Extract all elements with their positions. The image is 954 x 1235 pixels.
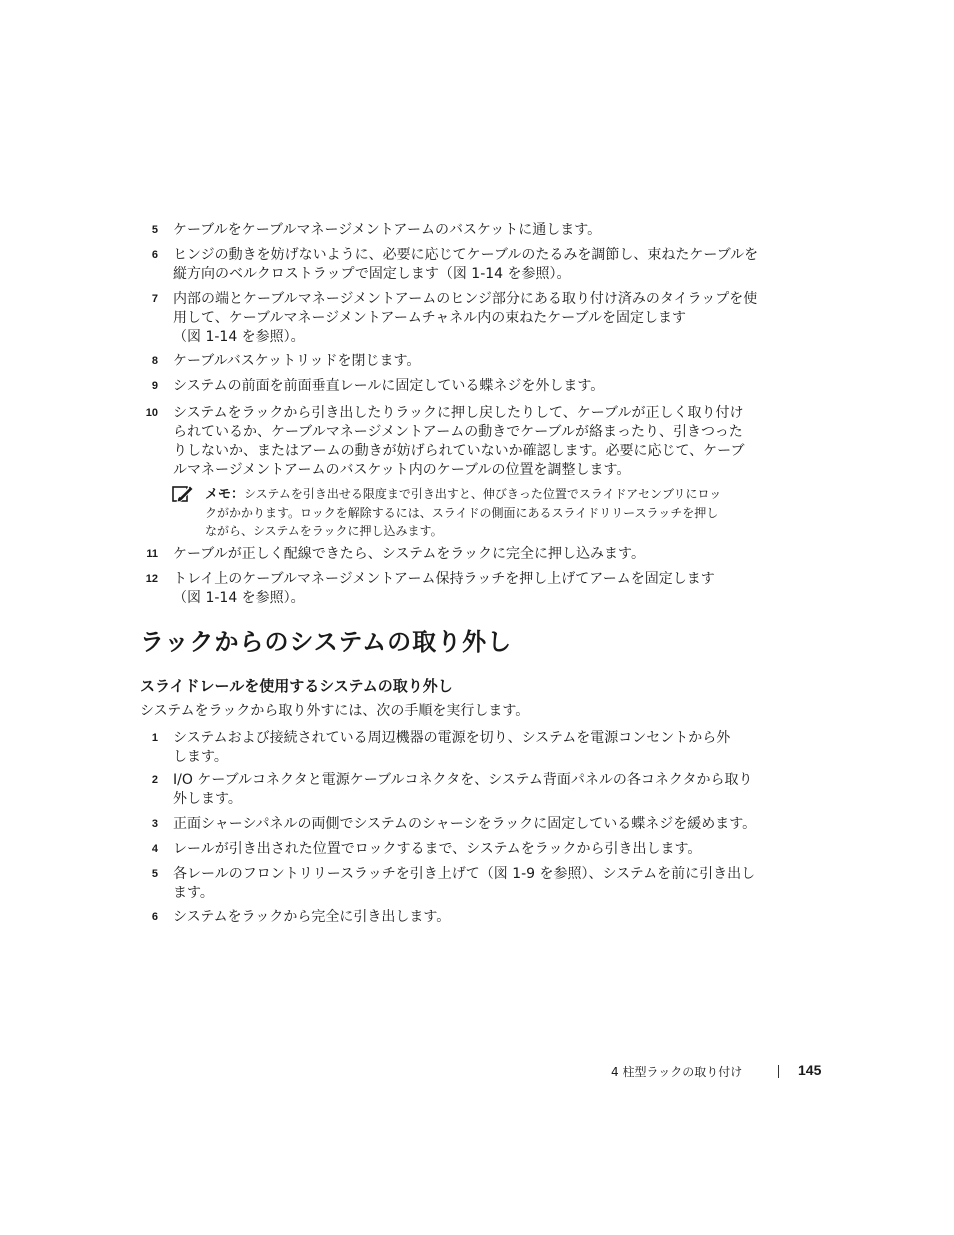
step-number: 5 bbox=[151, 868, 158, 880]
step-number: 7 bbox=[151, 293, 158, 305]
step-number: 8 bbox=[151, 355, 158, 367]
note-label: メモ： bbox=[205, 487, 245, 502]
step-number: 1 bbox=[151, 732, 158, 744]
step-number: 11 bbox=[146, 548, 158, 560]
step-number: 5 bbox=[151, 224, 158, 236]
step-number: 3 bbox=[151, 818, 158, 830]
section-heading: ラックからのシステムの取り外し bbox=[140, 628, 513, 656]
step-number: 9 bbox=[151, 380, 158, 392]
note-text: メモ：システムを引き出せる限度まで引き出すと、伸びきった位置でスライドアセンブリにロッ クがかかります。ロックを解除するには、スライドの側面にあるスライドリリースラッチを押し ながら、システムをラックに押し込みます。 bbox=[205, 487, 722, 538]
step-text: システムの前面を前面垂直レールに固定している蝶ネジを外します。 bbox=[173, 378, 605, 394]
step-number: 6 bbox=[151, 911, 158, 923]
step-number: 12 bbox=[145, 573, 158, 585]
step-text: システムおよび接続されている周辺機器の電源を切り、システムを電源コンセントから外 します。 bbox=[173, 730, 731, 765]
step-text: 正面シャーシパネルの両側でシステムのシャーシをラックに固定している蝶ネジを緩めます。 bbox=[173, 816, 757, 832]
footer-chapter-title: 4 柱型ラックの取り付け bbox=[611, 1065, 743, 1079]
step-text: ケーブルをケーブルマネージメントアームのバスケットに通します。 bbox=[173, 222, 602, 238]
step-number: 4 bbox=[151, 843, 158, 855]
step-text: トレイ上のケーブルマネージメントアーム保持ラッチを押し上げてアームを固定します （図 1-14 を参照）。 bbox=[173, 571, 715, 606]
step-text: システムをラックから引き出したりラックに押し戻したりして、ケーブルが正しく取り付け られているか、ケーブルマネージメントアームの動きでケーブルが絡まったり、引きつった りしないか、またはアームの動きが妨げられていないか確認します。必要に応じて、ケーブ ルマネージメントアームのバスケット内のケーブルの位置を調整します。 bbox=[173, 405, 745, 478]
step-number: 6 bbox=[151, 249, 158, 261]
step-text: ヒンジの動きを妨げないように、必要に応じてケーブルのたるみを調節し、束ねたケーブルを 縦方向のベルクロストラップで固定します（図 1-14 を参照）。 bbox=[173, 247, 759, 282]
step-text: レールが引き出された位置でロックするまで、システムをラックから引き出します。 bbox=[173, 841, 702, 857]
footer-divider bbox=[778, 1065, 779, 1078]
step-text: 内部の端とケーブルマネージメントアームのヒンジ部分にある取り付け済みのタイラップを使 用して、ケーブルマネージメントアームチャネル内の束ねたケーブルを固定します （図 1-14 を参照）。 bbox=[173, 291, 758, 345]
step-number: 10 bbox=[145, 407, 158, 419]
step-text: システムをラックから完全に引き出します。 bbox=[173, 909, 451, 925]
subsection-heading: スライドレールを使用するシステムの取り外し bbox=[140, 677, 453, 695]
step-text: I/O ケーブルコネクタと電源ケーブルコネクタを、システム背面パネルの各コネクタから取り 外します。 bbox=[173, 772, 753, 807]
step-text: ケーブルバスケットリッドを閉じます。 bbox=[173, 353, 421, 369]
pencil-icon bbox=[172, 485, 194, 503]
step-number: 2 bbox=[151, 774, 158, 786]
intro-paragraph: システムをラックから取り外すには、次の手順を実行します。 bbox=[140, 703, 530, 719]
step-text: ケーブルが正しく配線できたら、システムをラックに完全に押し込みます。 bbox=[173, 546, 645, 562]
step-text: 各レールのフロントリリースラッチを引き上げて（図 1-9 を参照）、システムを前に引き出し ます。 bbox=[173, 866, 756, 901]
page-number: 145 bbox=[798, 1062, 822, 1078]
